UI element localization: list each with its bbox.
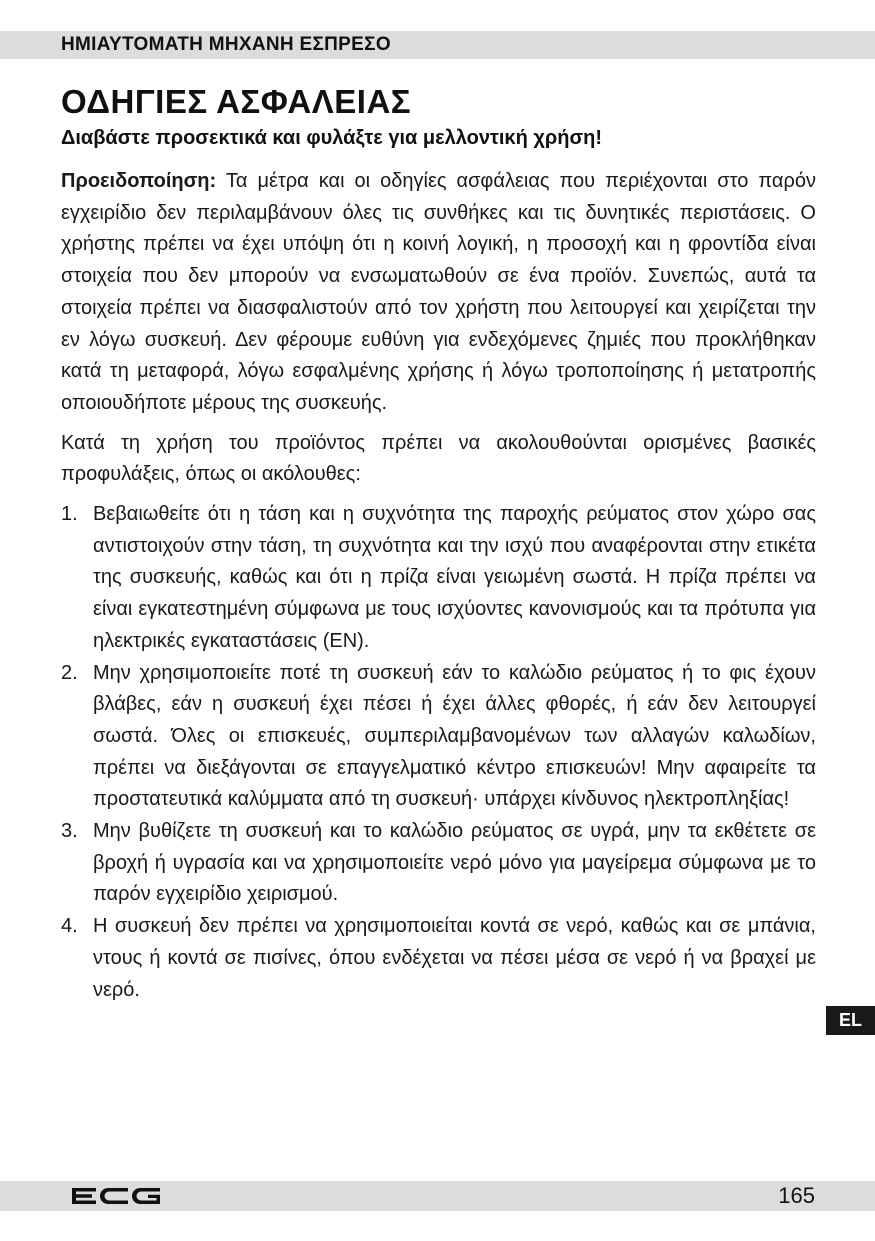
page-title: ΟΔΗΓΙΕΣ ΑΣΦΑΛΕΙΑΣ xyxy=(61,83,412,120)
list-item-text: Μην βυθίζετε τη συσκευή και το καλώδιο ρεύματος σε υγρά, μην τα εκθέτετε σε βροχή ή υγρασία και να χρησιμοποιείτε νερό μόνο για μαγείρεμα σύμφωνα με το παρόν εγχειρίδιο χειρισμού. xyxy=(93,820,816,906)
list-item-text: Βεβαιωθείτε ότι η τάση και η συχνότητα της παροχής ρεύματος στον χώρο σας αντιστοιχούν στην τάση, τη συχνότητα και την ισχύ που αναφέρονται στην ετικέτα της συσκευής, καθώς και ότι η πρίζα είναι γειωμένη σωστά. Η πρίζα πρέπει να είναι εγκατεστημένη σύμφωνα με τους ισχύοντες κανονισμούς και τα πρότυπα για ηλεκτρικές εγκαταστάσεις (EN). xyxy=(93,503,816,652)
warning-label: Προειδοποίηση: xyxy=(61,170,217,192)
list-item-text: Μην χρησιμοποιείτε ποτέ τη συσκευή εάν το καλώδιο ρεύματος ή το φις έχουν βλάβες, εάν η συσκευή έχει πέσει ή έχει άλλες φθορές, ή εάν δεν λειτουργεί σωστά. Όλες οι επισκευές, συμπεριλαμβανομένων των αλλαγών καλωδίων, πρέπει να διεξάγονται σε επαγγελματικό κέντρο επισκευών! Μην αφαιρείτε τα προστατευτικά καλύμματα από τη συσκευή· υπάρχει κίνδυνος ηλεκτροπληξίας! xyxy=(93,661,816,811)
header-bar xyxy=(0,31,875,59)
page-number: 165 xyxy=(778,1183,815,1208)
footer-bar xyxy=(0,1181,875,1211)
list-item-text: Η συσκευή δεν πρέπει να χρησιμοποιείται κοντά σε νερό, καθώς και σε μπάνια, ντους ή κοντά σε πισίνες, όπου ενδέχεται να πέσει μέσα σε νερό ή να βραχεί με νερό. xyxy=(93,915,816,1001)
language-tab: EL xyxy=(826,1006,875,1035)
list-item-number: 4. xyxy=(61,915,78,938)
list-item xyxy=(61,499,816,658)
intro-paragraph: Κατά τη χρήση του προϊόντος πρέπει να ακολουθούνται ορισμένες βασικές προφυλάξεις, όπως οι ακόλουθες: xyxy=(61,431,816,486)
list-item xyxy=(61,658,816,817)
ecg-logo xyxy=(70,1186,162,1206)
safety-rules-list xyxy=(61,499,816,1006)
list-item-number: 2. xyxy=(61,661,78,684)
warning-text: Τα μέτρα και οι οδηγίες ασφάλειας που περιέχονται στο παρόν εγχειρίδιο δεν περιλαμβάνουν όλες τις συνθήκες και τις δυνητικές περιστάσεις. Ο χρήστης πρέπει να έχει υπόψη ότι η κοινή λογική, η προσοχή και η φροντίδα είναι στοιχεία που δεν μπορούν να ενσωματωθούν σε ένα προϊόν. Συνεπώς, αυτά τα στοιχεία πρέπει να διασφαλιστούν από τον χρήστη που λειτουργεί και χειρίζεται την εν λόγω συσκευή. Δεν φέρουμε ευθύνη για ενδεχόμενες ζημιές που προκλήθηκαν κατά τη μεταφορά, λόγω εσφαλμένης χρήσης ή λόγω τροποποίησης ή μετατροπής οποιουδήποτε μέρους της συσκευής. xyxy=(61,170,816,414)
page-subtitle: Διαβάστε προσεκτικά και φυλάξτε για μελλοντική χρήση! xyxy=(61,127,603,149)
list-item xyxy=(61,911,816,1006)
list-item-number: 1. xyxy=(61,503,78,526)
header-title: ΗΜΙΑΥΤΟΜΑΤΗ ΜΗΧΑΝΗ ΕΣΠΡΕΣΟ xyxy=(61,34,391,55)
list-item xyxy=(61,816,816,911)
main-content xyxy=(61,82,816,1006)
warning-paragraph xyxy=(61,166,816,420)
list-item-number: 3. xyxy=(61,820,78,843)
